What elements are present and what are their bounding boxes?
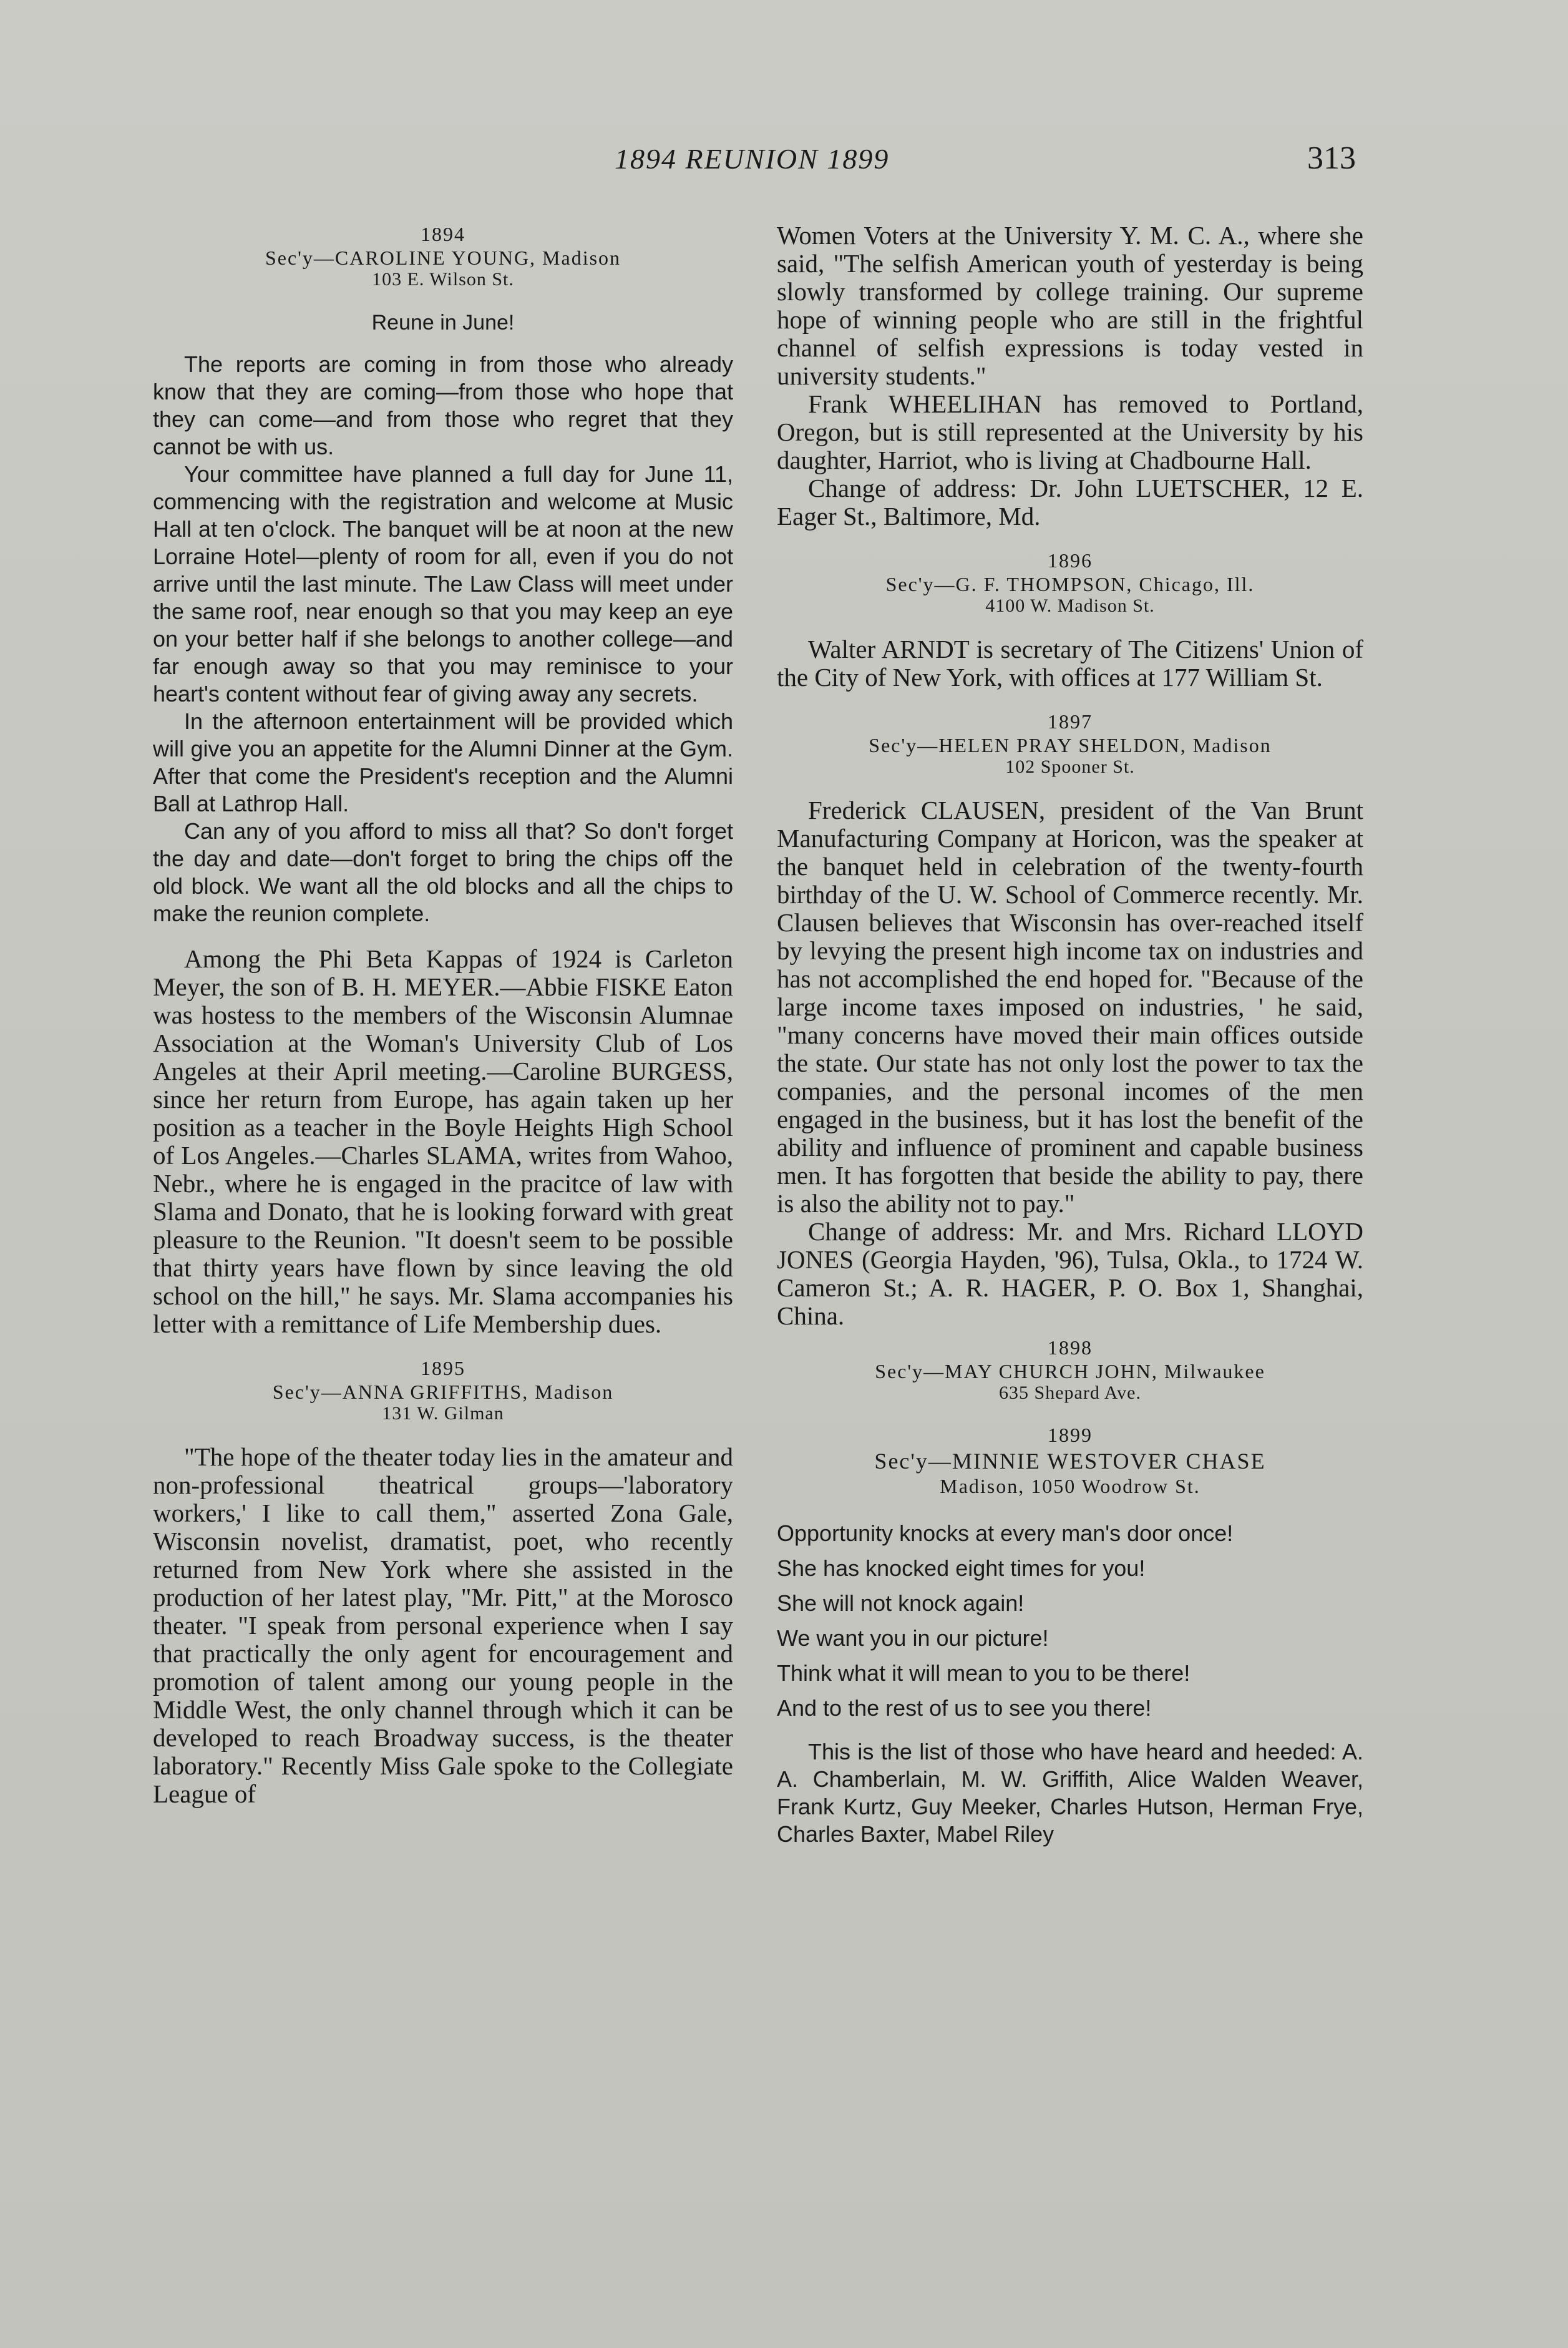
reune-heading: Reune in June!: [371, 311, 515, 335]
secretary-line: Sec'y—CAROLINE YOUNG, Madison: [265, 247, 621, 269]
class-year: 1895: [421, 1357, 465, 1379]
poem-line: We want you in our picture!: [777, 1625, 1049, 1651]
class-1894-header: [153, 222, 733, 290]
secretary-address: 131 W. Gilman: [382, 1403, 504, 1424]
class-news-paragraph: Among the Phi Beta Kappas of 1924 is Carleton Meyer, the son of B. H. MEYER.—Abbie FISKE Eaton was hostess to the members of the Wisconsin Alumnae Association at the Woman's University Club of Los Angeles at their April meeting.—Caroline BURGESS, since her return from Europe, has again taken up her position as a teacher in the Boyle Heights High School of Los Angeles.—Charles SLAMA, writes from Wahoo, Nebr., where he is engaged in the pracitce of law with Slama and Donato, that he is looking forward with great pleasure to the Reunion. "It doesn't seem to be possible that thirty years have flown by since leaving the old school on the hill," he says. Mr. Slama accompanies his letter with a remittance of Life Membership dues.: [153, 944, 733, 1338]
right-column: [777, 222, 1363, 1848]
class-1895-header: [153, 1356, 733, 1424]
poem-line: Opportunity knocks at every man's door once!: [777, 1520, 1234, 1546]
class-news-paragraph: Frederick CLAUSEN, president of the Van Brunt Manufacturing Company at Horicon, was the speaker at the banquet held in celebration of the twenty-fourth birthday of the U. W. School of Commerce recently. Mr. Clausen believes that Wisconsin has over-reached itself by levying the present high income tax on industries and has not accomplished the end hoped for. "Because of the large income taxes imposed on industries, ' he said, "many concerns have moved their main offices outside the state. Our state has not only lost the power to tax the companies, and the personal incomes of the men engaged in the business, but it has lost the benefit of the ability and influence of prominent and capable business men. It has forgotten that beside the ability to pay, there is also the ability not to pay.": [777, 796, 1363, 1218]
class-1898-header: [777, 1335, 1363, 1404]
reunion-paragraph: Can any of you afford to miss all that? So don't forget the day and date—don't forget to bring the chips off the old block. We want all the old blocks and all the chips to make the reunion complete.: [153, 818, 733, 926]
reunion-paragraph: In the afternoon entertainment will be provided which will give you an appetite for the Alumni Dinner at the Gym. After that come the President's reception and the Alumni Ball at Lathrop Hall.: [153, 708, 733, 816]
reunion-paragraph: The reports are coming in from those who already know that they are coming—from those who hope that they can come—and from those who regret that they cannot be with us.: [153, 351, 733, 459]
poem-line: She has knocked eight times for you!: [777, 1555, 1146, 1581]
class-year: 1898: [1048, 1336, 1093, 1359]
secretary-line: Sec'y—HELEN PRAY SHELDON, Madison: [869, 734, 1272, 756]
continued-paragraph: Women Voters at the University Y. M. C. A., where she said, "The selfish American youth of yesterday is being slowly transformed by college training. Our supreme hope of winning people who are still in the frightful channel of selfish expressions is today vested in university students.": [777, 221, 1363, 390]
poem-line: Think what it will mean to you to be there!: [777, 1660, 1191, 1686]
class-news-paragraph: Frank WHEELIHAN has removed to Portland, Oregon, but is still represented at the University by his daughter, Harriot, who is living at Chadbourne Hall.: [777, 389, 1363, 474]
left-column: [153, 222, 733, 1808]
secretary-address: 4100 W. Madison St.: [985, 595, 1155, 616]
running-title: 1894 REUNION 1899: [615, 143, 890, 175]
reunion-paragraph: Your committee have planned a full day for June 11, commencing with the registration and welcome at Music Hall at ten o'clock. The banquet will be at noon at the new Lorraine Hotel—plenty of room for all, even if you do not arrive until the last minute. The Law Class will meet under the same roof, near enough so that you may keep an eye on your better half if she belongs to another college—and far enough away so that you may reminisce to your heart's content without fear of giving away any secrets.: [153, 461, 733, 707]
page-number: 313: [1307, 140, 1356, 176]
class-year: 1896: [1048, 549, 1093, 572]
change-of-address: Change of address: Dr. John LUETSCHER, 12 E. Eager St., Baltimore, Md.: [777, 474, 1363, 531]
secretary-address: 102 Spooner St.: [1005, 756, 1135, 777]
class-1896-header: [777, 548, 1363, 617]
class-year: 1899: [1048, 1424, 1093, 1446]
secretary-address: 635 Shepard Ave.: [999, 1382, 1141, 1403]
secretary-line: Sec'y—MINNIE WESTOVER CHASE: [874, 1449, 1266, 1474]
class-news-paragraph: "The hope of the theater today lies in the amateur and non-professional theatrical groups—'laboratory workers,' I like to call them," asserted Zona Gale, Wisconsin novelist, dramatist, poet, who recently returned from New York where she assisted in the production of her latest play, "Mr. Pitt," at the Morosco theater. "I speak from personal experience when I say that practically the only agent for encouragement and promotion of talent among our young people in the Middle West, the only channel through which it can be developed to reach Broadway success, is the theater laboratory." Recently Miss Gale spoke to the Collegiate League of: [153, 1442, 733, 1808]
class-1897-header: [777, 709, 1363, 778]
class-year: 1894: [421, 223, 465, 245]
change-of-address: Change of address: Mr. and Mrs. Richard LLOYD JONES (Georgia Hayden, '96), Tulsa, Okla., to 1724 W. Cameron St.; A. R. HAGER, P. O. Box 1, Shanghai, China.: [777, 1217, 1363, 1330]
poem-line: She will not knock again!: [777, 1590, 1025, 1616]
secretary-address: 103 E. Wilson St.: [372, 269, 514, 290]
running-head: [0, 142, 1568, 186]
secretary-line: Sec'y—MAY CHURCH JOHN, Milwaukee: [875, 1360, 1265, 1382]
secretary-address: Madison, 1050 Woodrow St.: [940, 1475, 1200, 1497]
secretary-line: Sec'y—G. F. THOMPSON, Chicago, Ill.: [885, 573, 1255, 595]
class-year: 1897: [1048, 710, 1093, 733]
attendee-list: This is the list of those who have heard and heeded: A. A. Chamberlain, M. W. Griffith, Alice Walden Weaver, Frank Kurtz, Guy Meeker, Charles Hutson, Herman Frye, Charles Baxter, Mabel Riley: [777, 1739, 1363, 1847]
reunion-poem: [777, 1516, 1363, 1726]
poem-line: And to the rest of us to see you there!: [777, 1695, 1152, 1721]
class-news-paragraph: Walter ARNDT is secretary of The Citizens' Union of the City of New York, with offices at 177 William St.: [777, 635, 1363, 692]
class-1899-header: [777, 1422, 1363, 1497]
secretary-line: Sec'y—ANNA GRIFFITHS, Madison: [272, 1381, 614, 1403]
